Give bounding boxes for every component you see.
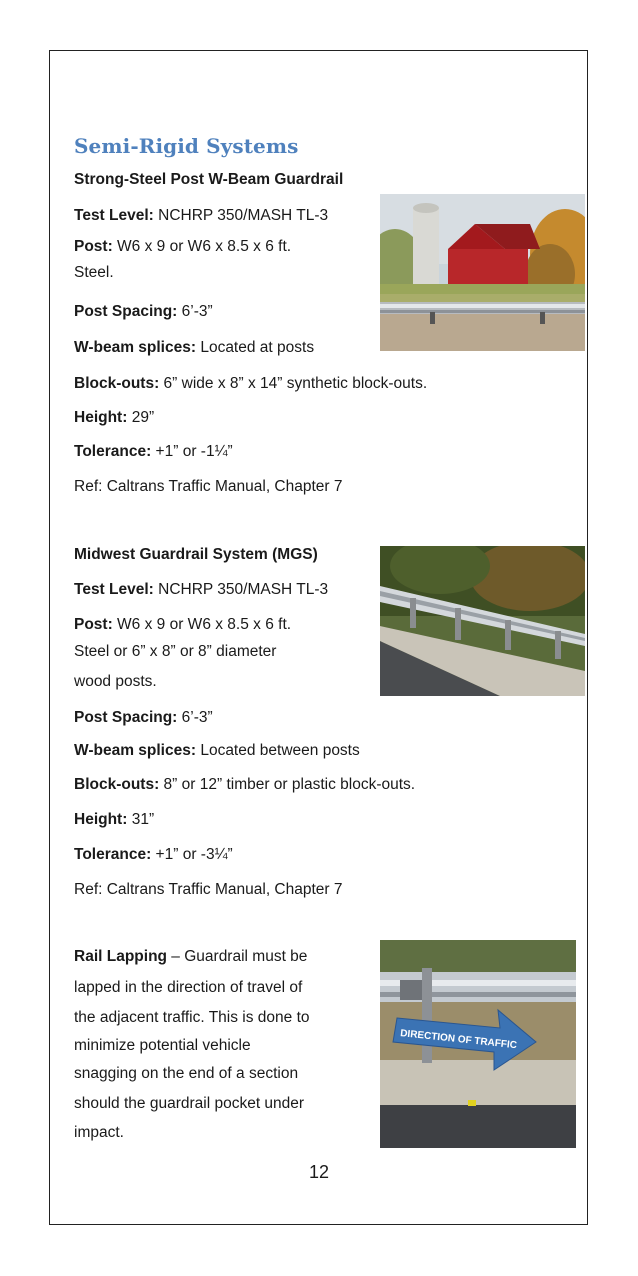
lapping-line-7: impact.: [74, 1124, 124, 1141]
system2-post-cont-2: wood posts.: [74, 673, 157, 690]
system2-blockouts: [74, 775, 415, 795]
label: Height:: [74, 811, 128, 828]
system1-tolerance: [74, 442, 233, 462]
lapping-line-2: lapped in the direction of travel of: [74, 979, 303, 996]
lapping-line-4: minimize potential vehicle: [74, 1037, 251, 1054]
label: Block-outs:: [74, 375, 160, 392]
value: NCHRP 350/MASH TL-3: [153, 207, 329, 224]
system1-ref: Ref: Caltrans Traffic Manual, Chapter 7: [74, 478, 343, 495]
system2-tolerance: [74, 845, 233, 865]
mgs-guardrail-photo: [380, 546, 585, 696]
lapping-line-6: should the guardrail pocket under: [74, 1095, 305, 1112]
system1-splices: [74, 338, 314, 358]
label: Rail Lapping: [74, 948, 167, 965]
system2-post-cont-1: Steel or 6” x 8” or 8” diameter: [74, 643, 277, 660]
system1-title: Strong-Steel Post W-Beam Guardrail: [74, 171, 344, 188]
rail-lapping-photo: [380, 940, 576, 1148]
label: W-beam splices:: [74, 339, 197, 356]
label: W-beam splices:: [74, 742, 197, 759]
system1-height: [74, 408, 154, 428]
system2-test-level: [74, 580, 328, 600]
page-number: 12: [308, 1162, 330, 1182]
value: +1” or -1¼”: [151, 443, 233, 460]
value: 6’-3”: [177, 303, 213, 320]
lapping-line-3: the adjacent traffic. This is done to: [74, 1009, 310, 1026]
text: – Guardrail must be: [167, 948, 308, 965]
system2-height: [74, 810, 154, 830]
system1-blockouts: [74, 374, 427, 394]
system2-post: [74, 615, 291, 635]
value: 6’-3”: [177, 709, 213, 726]
label: Height:: [74, 409, 128, 426]
system2-spacing: [74, 708, 213, 728]
label: Test Level:: [74, 207, 154, 224]
value: NCHRP 350/MASH TL-3: [153, 581, 329, 598]
value: Located at posts: [196, 339, 315, 356]
system1-spacing: [74, 302, 213, 322]
value: Located between posts: [196, 742, 360, 759]
label: Tolerance:: [74, 846, 152, 863]
label: Post:: [74, 616, 113, 633]
system2-splices: [74, 741, 360, 761]
system2-title: Midwest Guardrail System (MGS): [74, 546, 318, 563]
label: Post Spacing:: [74, 303, 178, 320]
lapping-line-1: [74, 947, 307, 967]
label: Tolerance:: [74, 443, 152, 460]
value: 8” or 12” timber or plastic block-outs.: [159, 776, 416, 793]
value: 29”: [127, 409, 155, 426]
label: Post:: [74, 238, 113, 255]
section-heading: Semi-Rigid Systems: [74, 134, 299, 158]
system1-post: [74, 237, 291, 257]
value: +1” or -3¼”: [151, 846, 233, 863]
lapping-line-5: snagging on the end of a section: [74, 1065, 299, 1082]
label: Post Spacing:: [74, 709, 178, 726]
value: W6 x 9 or W6 x 8.5 x 6 ft.: [112, 616, 292, 633]
value: 31”: [127, 811, 155, 828]
system2-ref: Ref: Caltrans Traffic Manual, Chapter 7: [74, 881, 343, 898]
barn-guardrail-photo: [380, 194, 585, 351]
system1-test-level: [74, 206, 328, 226]
direction-sign-text: DIRECTION OF TRAFFIC: [399, 1028, 518, 1052]
label: Test Level:: [74, 581, 154, 598]
label: Block-outs:: [74, 776, 160, 793]
system1-post-cont: Steel.: [74, 264, 114, 281]
value: 6” wide x 8” x 14” synthetic block-outs.: [159, 375, 428, 392]
value: W6 x 9 or W6 x 8.5 x 6 ft.: [112, 238, 292, 255]
